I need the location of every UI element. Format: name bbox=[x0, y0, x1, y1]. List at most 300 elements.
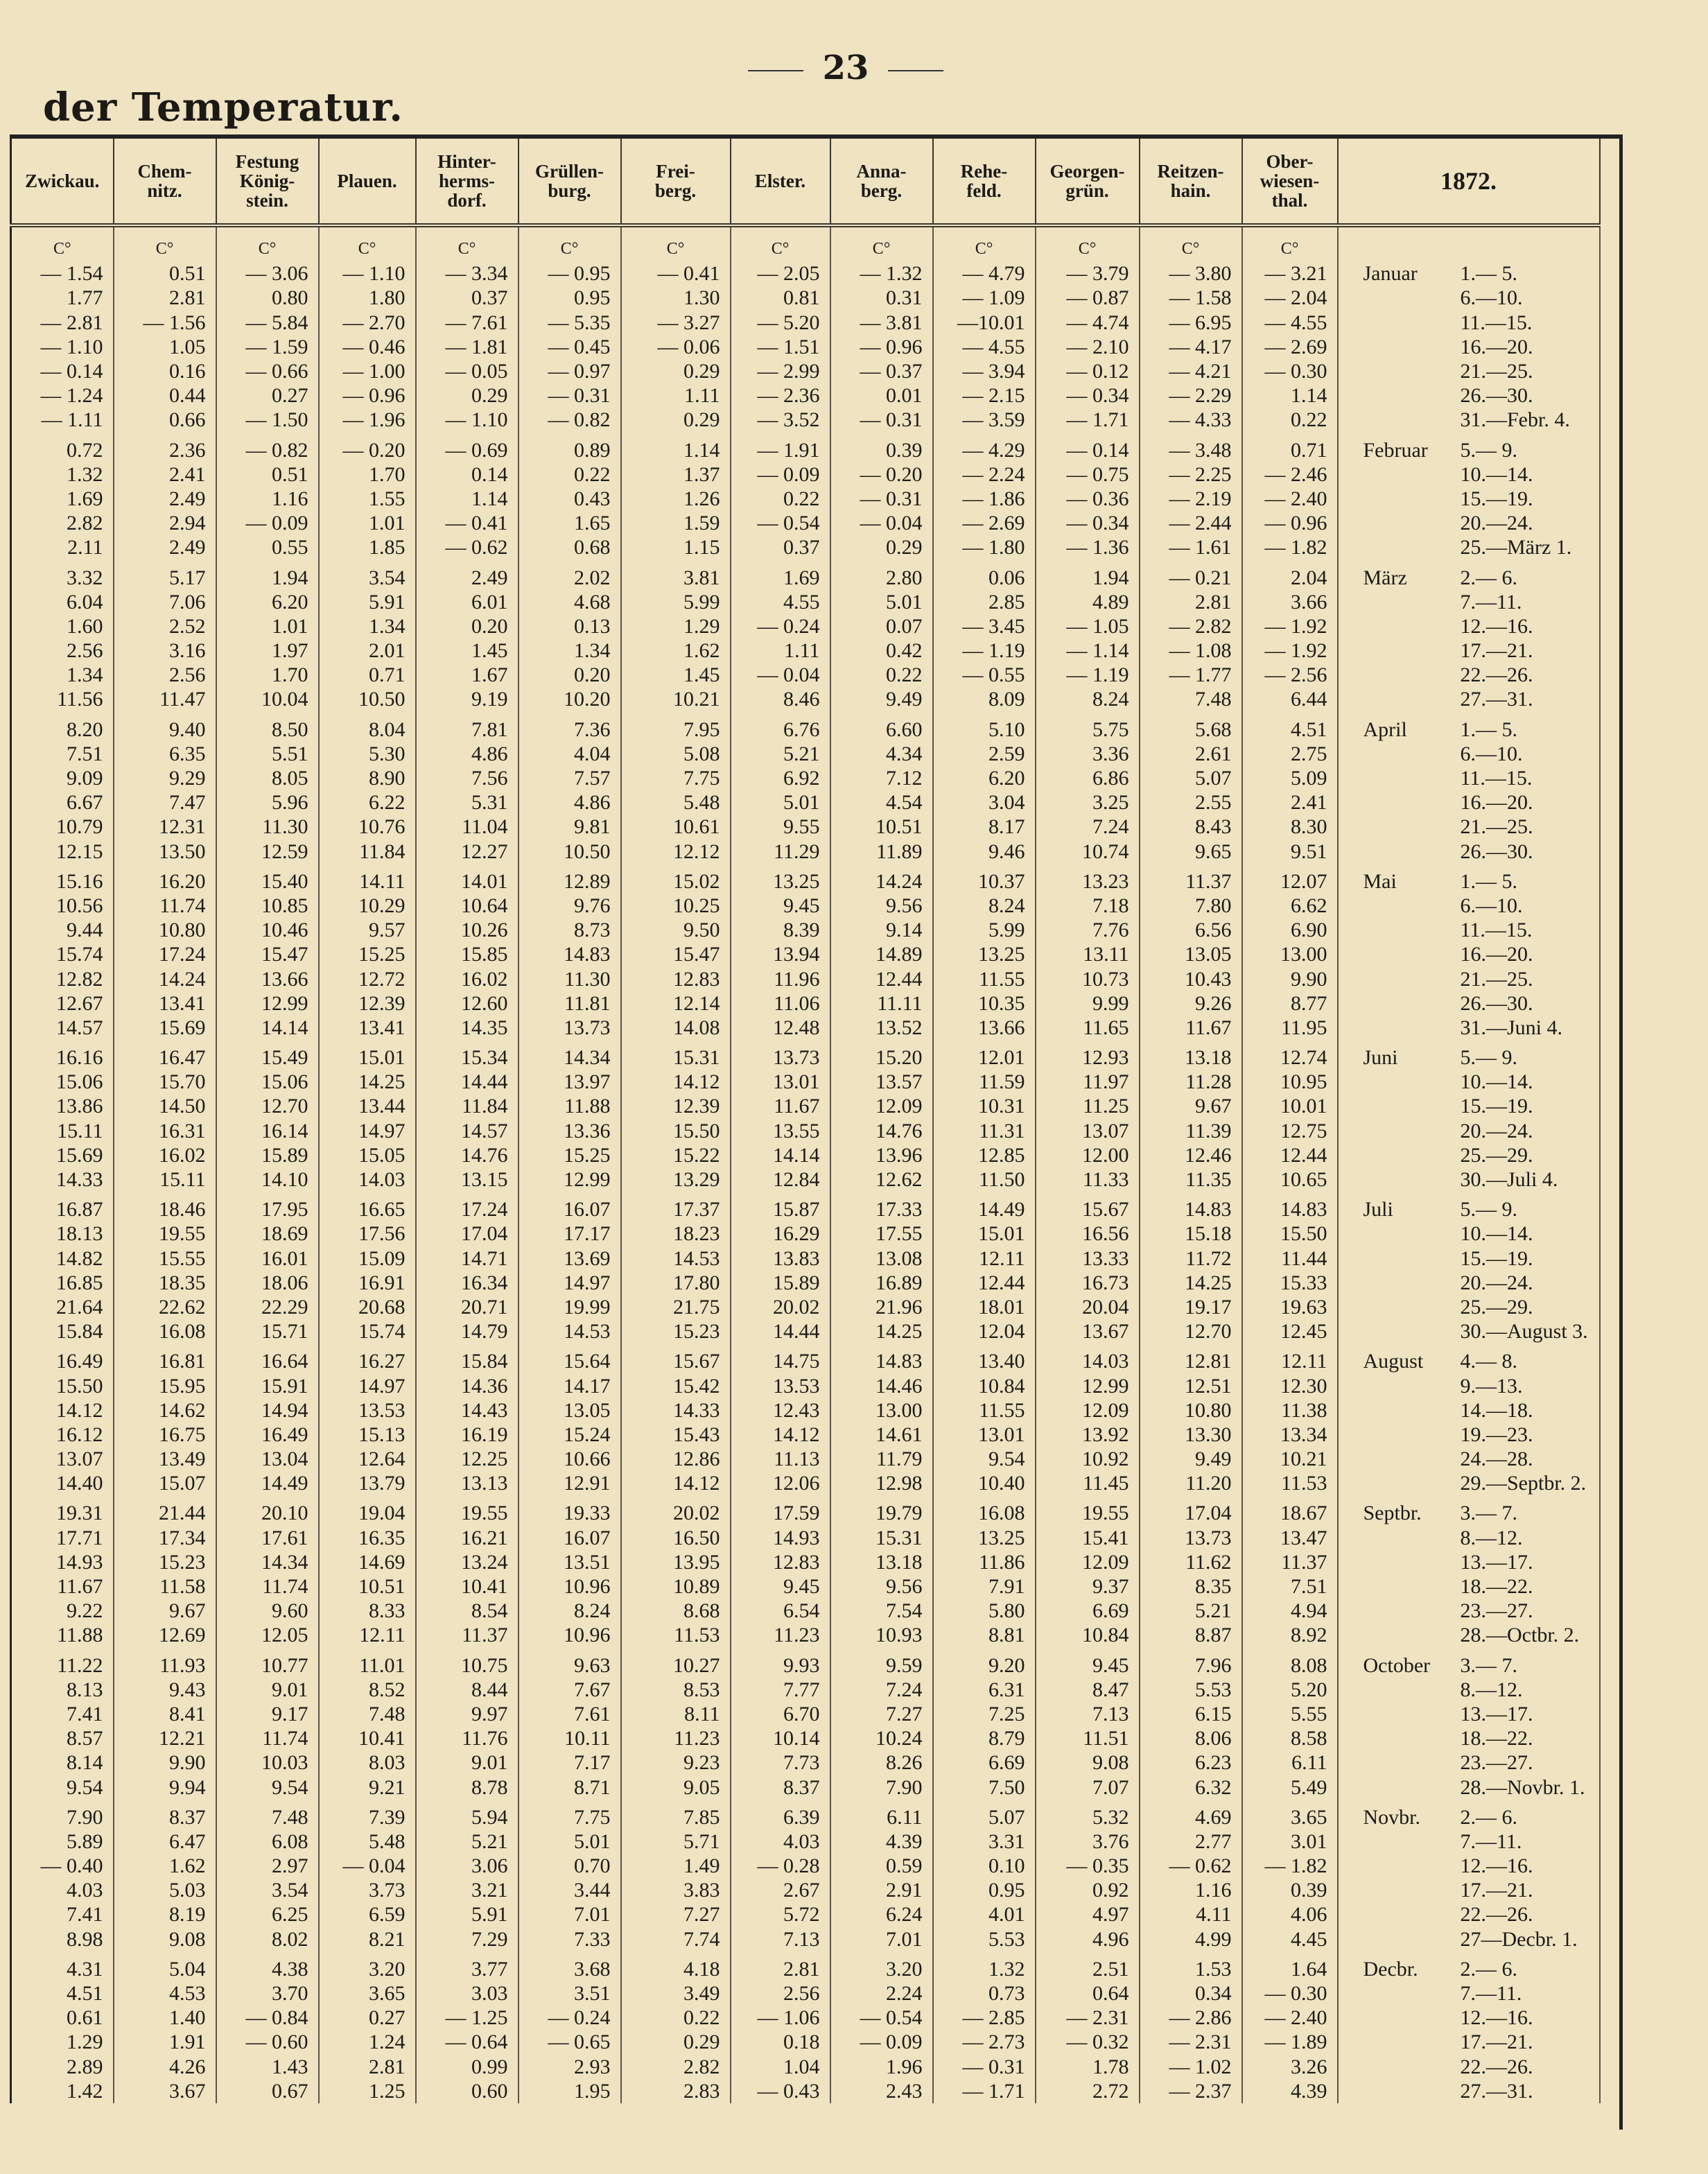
temperature-cell: 13.07 bbox=[1036, 1119, 1140, 1143]
temperature-cell: 1.45 bbox=[416, 638, 518, 663]
gap-cell bbox=[933, 1951, 1036, 1957]
gap-cell bbox=[830, 864, 933, 869]
temperature-cell: — 1.02 bbox=[1140, 2055, 1242, 2079]
temperature-cell: — 1.25 bbox=[416, 2006, 518, 2030]
temperature-cell: — 1.09 bbox=[933, 286, 1036, 310]
gap-cell bbox=[216, 433, 319, 438]
temperature-cell: 7.96 bbox=[1140, 1653, 1242, 1678]
temperature-cell: 16.21 bbox=[416, 1526, 518, 1550]
temperature-cell: — 0.97 bbox=[518, 359, 621, 383]
temperature-cell: 8.14 bbox=[11, 1750, 114, 1775]
temperature-cell: 12.15 bbox=[11, 840, 114, 864]
temperature-cell: 14.50 bbox=[114, 1094, 216, 1118]
temperature-cell: — 1.32 bbox=[830, 261, 933, 286]
temperature-cell: 17.37 bbox=[621, 1197, 731, 1221]
temperature-cell: 10.03 bbox=[216, 1750, 319, 1775]
month-separator bbox=[11, 1495, 1600, 1501]
table-row bbox=[11, 1653, 1600, 1678]
temperature-cell: 18.23 bbox=[621, 1221, 731, 1246]
temperature-cell: 11.55 bbox=[933, 1398, 1036, 1423]
temperature-cell: — 4.55 bbox=[933, 335, 1036, 359]
table-row bbox=[11, 991, 1600, 1016]
gap-cell bbox=[11, 712, 114, 718]
station-header: Grüllen- burg. bbox=[518, 139, 621, 225]
temperature-cell: 15.02 bbox=[621, 869, 731, 894]
temperature-cell: 2.82 bbox=[11, 511, 114, 535]
period-cell bbox=[1338, 1070, 1600, 1094]
temperature-cell: 7.33 bbox=[518, 1927, 621, 1951]
gap-cell bbox=[1338, 1495, 1600, 1501]
table-row bbox=[11, 1045, 1600, 1070]
temperature-cell: 14.25 bbox=[1140, 1271, 1242, 1295]
temperature-cell: 6.44 bbox=[1242, 687, 1338, 711]
temperature-cell: 15.95 bbox=[114, 1373, 216, 1398]
temperature-cell: 13.36 bbox=[518, 1119, 621, 1143]
temperature-cell: 1.62 bbox=[114, 1854, 216, 1878]
period-cell bbox=[1338, 438, 1600, 462]
temperature-cell: 0.89 bbox=[518, 438, 621, 462]
unit-label-empty bbox=[1338, 237, 1600, 261]
period-cell bbox=[1338, 286, 1600, 310]
temperature-cell: 9.45 bbox=[1036, 1653, 1140, 1678]
temperature-cell: 6.24 bbox=[830, 1902, 933, 1927]
temperature-cell: 1.29 bbox=[11, 2030, 114, 2054]
table-row bbox=[11, 869, 1600, 894]
temperature-cell: 2.11 bbox=[11, 535, 114, 559]
temperature-cell: 9.50 bbox=[621, 918, 731, 942]
temperature-cell: 6.60 bbox=[830, 718, 933, 742]
temperature-cell: 10.84 bbox=[1036, 1623, 1140, 1647]
temperature-cell: 8.41 bbox=[114, 1702, 216, 1726]
temperature-cell: 1.04 bbox=[731, 2055, 830, 2079]
temperature-cell: 13.73 bbox=[518, 1016, 621, 1040]
period-cell bbox=[1338, 1373, 1600, 1398]
temperature-cell: 4.97 bbox=[1036, 1902, 1140, 1927]
temperature-cell: 11.30 bbox=[216, 815, 319, 839]
gap-cell bbox=[1242, 433, 1338, 438]
temperature-cell: — 1.71 bbox=[1036, 408, 1140, 432]
temperature-cell: 7.57 bbox=[518, 766, 621, 790]
gap-cell bbox=[830, 225, 933, 237]
temperature-cell: 8.02 bbox=[216, 1927, 319, 1951]
gap-cell bbox=[933, 1800, 1036, 1805]
temperature-cell: 15.23 bbox=[114, 1550, 216, 1574]
temperature-cell: 0.68 bbox=[518, 535, 621, 559]
gap-cell bbox=[1140, 433, 1242, 438]
temperature-cell: 3.04 bbox=[933, 790, 1036, 815]
temperature-cell: 10.51 bbox=[830, 815, 933, 839]
temperature-cell: — 0.09 bbox=[216, 511, 319, 535]
temperature-cell: 10.04 bbox=[216, 687, 319, 711]
spacer-row bbox=[11, 225, 1600, 237]
temperature-cell: 16.64 bbox=[216, 1349, 319, 1373]
temperature-cell: 8.08 bbox=[1242, 1653, 1338, 1678]
temperature-cell: — 3.79 bbox=[1036, 261, 1140, 286]
temperature-cell: 11.53 bbox=[621, 1623, 731, 1647]
temperature-cell: 4.34 bbox=[830, 742, 933, 766]
temperature-cell: 12.12 bbox=[621, 840, 731, 864]
temperature-cell: 7.61 bbox=[518, 1702, 621, 1726]
temperature-cell: 17.59 bbox=[731, 1501, 830, 1525]
temperature-cell: 0.29 bbox=[621, 408, 731, 432]
period-label: 12.—16. bbox=[1460, 2006, 1533, 2030]
temperature-cell: 8.98 bbox=[11, 1927, 114, 1951]
temperature-cell: 15.50 bbox=[621, 1119, 731, 1143]
period-cell bbox=[1338, 487, 1600, 511]
temperature-cell: 0.29 bbox=[621, 359, 731, 383]
gap-cell bbox=[933, 864, 1036, 869]
temperature-cell: 15.24 bbox=[518, 1423, 621, 1447]
temperature-cell: 4.51 bbox=[11, 1981, 114, 2006]
temperature-cell: 14.93 bbox=[731, 1526, 830, 1550]
gap-cell bbox=[1036, 1040, 1140, 1045]
temperature-cell: 14.03 bbox=[1036, 1349, 1140, 1373]
temperature-cell: — 1.08 bbox=[1140, 638, 1242, 663]
period-label: 17.—21. bbox=[1460, 1879, 1533, 1902]
month-separator bbox=[11, 1648, 1600, 1653]
table-row bbox=[11, 1271, 1600, 1295]
gap-cell bbox=[11, 1192, 114, 1197]
temperature-cell: 17.61 bbox=[216, 1526, 319, 1550]
gap-cell bbox=[216, 1495, 319, 1501]
temperature-cell: 2.61 bbox=[1140, 742, 1242, 766]
temperature-cell: — 0.14 bbox=[11, 359, 114, 383]
table-row bbox=[11, 1094, 1600, 1118]
unit-label: C° bbox=[1140, 237, 1242, 261]
temperature-cell: 8.54 bbox=[416, 1599, 518, 1623]
gap-cell bbox=[319, 1951, 416, 1957]
temperature-cell: 12.75 bbox=[1242, 1119, 1338, 1143]
temperature-cell: 0.10 bbox=[933, 1854, 1036, 1878]
temperature-cell: 10.56 bbox=[11, 894, 114, 918]
period-label: 30.—August 3. bbox=[1460, 1320, 1588, 1343]
gap-cell bbox=[319, 712, 416, 718]
temperature-cell: — 0.30 bbox=[1242, 1981, 1338, 2006]
temperature-cell: 3.66 bbox=[1242, 590, 1338, 614]
period-cell bbox=[1338, 614, 1600, 638]
table-row bbox=[11, 1829, 1600, 1854]
period-label: 6.—10. bbox=[1460, 286, 1523, 310]
temperature-cell: 2.49 bbox=[114, 535, 216, 559]
unit-label: C° bbox=[114, 237, 216, 261]
temperature-cell: — 2.05 bbox=[731, 261, 830, 286]
period-cell bbox=[1338, 2030, 1600, 2054]
gap-cell bbox=[319, 225, 416, 237]
period-label: 26.—30. bbox=[1460, 384, 1533, 408]
temperature-cell: 12.44 bbox=[1242, 1143, 1338, 1167]
period-label: 18.—22. bbox=[1460, 1727, 1533, 1750]
temperature-cell: 2.93 bbox=[518, 2055, 621, 2079]
gap-cell bbox=[731, 1800, 830, 1805]
temperature-cell: 2.91 bbox=[830, 1878, 933, 1902]
temperature-cell: 14.57 bbox=[416, 1119, 518, 1143]
temperature-cell: 2.56 bbox=[11, 638, 114, 663]
temperature-cell: 19.55 bbox=[1036, 1501, 1140, 1525]
temperature-cell: — 5.35 bbox=[518, 311, 621, 335]
temperature-cell: 4.01 bbox=[933, 1902, 1036, 1927]
temperature-cell: 22.62 bbox=[114, 1295, 216, 1319]
temperature-cell: 14.17 bbox=[518, 1373, 621, 1398]
temperature-cell: 1.94 bbox=[1036, 565, 1140, 589]
period-label: 6.—10. bbox=[1460, 894, 1523, 917]
temperature-cell: 2.04 bbox=[1242, 565, 1338, 589]
temperature-cell: 13.73 bbox=[731, 1045, 830, 1070]
period-cell bbox=[1338, 966, 1600, 991]
temperature-cell: 19.79 bbox=[830, 1501, 933, 1525]
temperature-cell: 20.02 bbox=[731, 1295, 830, 1319]
temperature-cell: — 0.82 bbox=[518, 408, 621, 432]
temperature-cell: 1.11 bbox=[731, 638, 830, 663]
temperature-cell: 10.80 bbox=[114, 918, 216, 942]
period-cell bbox=[1338, 1167, 1600, 1192]
temperature-cell: 9.01 bbox=[416, 1750, 518, 1775]
temperature-cell: 8.44 bbox=[416, 1678, 518, 1702]
temperature-cell: 15.06 bbox=[11, 1070, 114, 1094]
temperature-cell: — 1.51 bbox=[731, 335, 830, 359]
gap-cell bbox=[518, 1343, 621, 1349]
gap-cell bbox=[1036, 1343, 1140, 1349]
temperature-cell: 15.64 bbox=[518, 1349, 621, 1373]
temperature-cell: 1.40 bbox=[114, 2006, 216, 2030]
temperature-cell: — 0.34 bbox=[1036, 511, 1140, 535]
temperature-cell: 12.04 bbox=[933, 1319, 1036, 1343]
unit-label: C° bbox=[933, 237, 1036, 261]
temperature-cell: 1.64 bbox=[1242, 1957, 1338, 1981]
temperature-cell: 15.01 bbox=[319, 1045, 416, 1070]
period-label: 13.—17. bbox=[1460, 1550, 1533, 1574]
temperature-cell: 11.67 bbox=[11, 1574, 114, 1599]
station-header: Hinter- herms- dorf. bbox=[416, 139, 518, 225]
temperature-cell: — 3.34 bbox=[416, 261, 518, 286]
temperature-cell: 2.56 bbox=[114, 663, 216, 687]
temperature-cell: 17.33 bbox=[830, 1197, 933, 1221]
temperature-cell: 13.25 bbox=[933, 1526, 1036, 1550]
temperature-cell: 9.63 bbox=[518, 1653, 621, 1678]
gap-cell bbox=[416, 864, 518, 869]
temperature-cell: 10.35 bbox=[933, 991, 1036, 1016]
temperature-cell: 10.26 bbox=[416, 918, 518, 942]
temperature-cell: 1.70 bbox=[319, 462, 416, 487]
gap-cell bbox=[1242, 559, 1338, 565]
gap-cell bbox=[11, 1648, 114, 1653]
temperature-cell: 16.89 bbox=[830, 1271, 933, 1295]
temperature-cell: — 5.20 bbox=[731, 311, 830, 335]
temperature-cell: 1.69 bbox=[11, 487, 114, 511]
temperature-cell: 11.37 bbox=[416, 1623, 518, 1647]
temperature-cell: — 2.36 bbox=[731, 383, 830, 408]
temperature-cell: 6.23 bbox=[1140, 1750, 1242, 1775]
temperature-cell: 14.97 bbox=[319, 1373, 416, 1398]
unit-label: C° bbox=[416, 237, 518, 261]
gap-cell bbox=[731, 1951, 830, 1957]
table-row bbox=[11, 687, 1600, 711]
temperature-cell: — 1.19 bbox=[933, 638, 1036, 663]
temperature-cell: 12.86 bbox=[621, 1447, 731, 1471]
temperature-cell: — 0.24 bbox=[731, 614, 830, 638]
gap-cell bbox=[518, 433, 621, 438]
temperature-cell: 0.99 bbox=[416, 2055, 518, 2079]
gap-cell bbox=[731, 225, 830, 237]
unit-label: C° bbox=[11, 237, 114, 261]
temperature-cell: — 0.31 bbox=[518, 383, 621, 408]
temperature-cell: 14.35 bbox=[416, 1016, 518, 1040]
temperature-cell: — 1.82 bbox=[1242, 535, 1338, 559]
temperature-cell: 0.55 bbox=[216, 535, 319, 559]
temperature-cell: 9.19 bbox=[416, 687, 518, 711]
period-cell bbox=[1338, 1119, 1600, 1143]
period-cell bbox=[1338, 359, 1600, 383]
temperature-cell: 19.04 bbox=[319, 1501, 416, 1525]
temperature-cell: 15.89 bbox=[731, 1271, 830, 1295]
temperature-cell: 16.47 bbox=[114, 1045, 216, 1070]
temperature-cell: 7.90 bbox=[11, 1805, 114, 1829]
period-cell bbox=[1338, 311, 1600, 335]
temperature-cell: 2.56 bbox=[731, 1981, 830, 2006]
temperature-cell: 1.80 bbox=[319, 286, 416, 310]
period-label: 23.—27. bbox=[1460, 1599, 1533, 1623]
period-label: 16.—20. bbox=[1460, 943, 1533, 966]
temperature-cell: 8.43 bbox=[1140, 815, 1242, 839]
temperature-cell: 12.70 bbox=[1140, 1319, 1242, 1343]
temperature-cell: 3.54 bbox=[216, 1878, 319, 1902]
temperature-cell: 11.47 bbox=[114, 687, 216, 711]
gap-cell bbox=[518, 1951, 621, 1957]
temperature-cell: 7.24 bbox=[1036, 815, 1140, 839]
temperature-cell: 9.44 bbox=[11, 918, 114, 942]
gap-cell bbox=[933, 1343, 1036, 1349]
temperature-cell: 10.74 bbox=[1036, 840, 1140, 864]
temperature-cell: 15.70 bbox=[114, 1070, 216, 1094]
temperature-cell: 10.92 bbox=[1036, 1447, 1140, 1471]
temperature-cell: 1.29 bbox=[621, 614, 731, 638]
gap-cell bbox=[319, 1648, 416, 1653]
temperature-cell: 12.25 bbox=[416, 1447, 518, 1471]
table-row bbox=[11, 590, 1600, 614]
temperature-cell: 7.85 bbox=[621, 1805, 731, 1829]
temperature-cell: 9.54 bbox=[11, 1775, 114, 1799]
temperature-cell: 15.67 bbox=[621, 1349, 731, 1373]
temperature-cell: 11.79 bbox=[830, 1447, 933, 1471]
table-row bbox=[11, 966, 1600, 991]
temperature-cell: 7.48 bbox=[216, 1805, 319, 1829]
temperature-cell: — 0.09 bbox=[731, 462, 830, 487]
temperature-cell: 1.62 bbox=[621, 638, 731, 663]
gap-cell bbox=[1338, 1951, 1600, 1957]
table-row bbox=[11, 2030, 1600, 2054]
period-label: 21.—25. bbox=[1460, 815, 1533, 839]
temperature-cell: 4.45 bbox=[1242, 1927, 1338, 1951]
gap-cell bbox=[830, 1800, 933, 1805]
temperature-cell: 13.23 bbox=[1036, 869, 1140, 894]
month-label: April bbox=[1363, 718, 1407, 741]
temperature-cell: 6.22 bbox=[319, 790, 416, 815]
temperature-cell: 12.83 bbox=[731, 1550, 830, 1574]
temperature-cell: 5.09 bbox=[1242, 766, 1338, 790]
temperature-cell: 11.81 bbox=[518, 991, 621, 1016]
page-number bbox=[728, 49, 964, 87]
temperature-cell: 16.34 bbox=[416, 1271, 518, 1295]
temperature-cell: 11.06 bbox=[731, 991, 830, 1016]
temperature-cell: —10.01 bbox=[933, 311, 1036, 335]
gap-cell bbox=[731, 864, 830, 869]
temperature-cell: 11.56 bbox=[11, 687, 114, 711]
table-row bbox=[11, 1471, 1600, 1495]
temperature-cell: 4.68 bbox=[518, 590, 621, 614]
temperature-cell: 13.79 bbox=[319, 1471, 416, 1495]
table-row bbox=[11, 1349, 1600, 1373]
gap-cell bbox=[1036, 225, 1140, 237]
temperature-cell: 14.53 bbox=[518, 1319, 621, 1343]
temperature-cell: 10.24 bbox=[830, 1726, 933, 1750]
temperature-cell: 5.01 bbox=[518, 1829, 621, 1854]
temperature-cell: 14.46 bbox=[830, 1373, 933, 1398]
gap-cell bbox=[1242, 1648, 1338, 1653]
temperature-cell: 6.11 bbox=[1242, 1750, 1338, 1775]
temperature-cell: 14.10 bbox=[216, 1167, 319, 1192]
period-label: 26.—30. bbox=[1460, 840, 1533, 863]
temperature-cell: 14.83 bbox=[1140, 1197, 1242, 1221]
gap-cell bbox=[731, 1648, 830, 1653]
temperature-cell: 11.45 bbox=[1036, 1471, 1140, 1495]
gap-cell bbox=[1242, 225, 1338, 237]
period-label: 2.— 6. bbox=[1460, 1805, 1517, 1829]
gap-cell bbox=[1338, 225, 1600, 237]
table-row bbox=[11, 383, 1600, 408]
temperature-cell: 10.43 bbox=[1140, 966, 1242, 991]
gap-cell bbox=[216, 1800, 319, 1805]
temperature-cell: 14.93 bbox=[11, 1550, 114, 1574]
temperature-cell: 14.43 bbox=[416, 1398, 518, 1423]
temperature-cell: 14.01 bbox=[416, 869, 518, 894]
temperature-cell: 11.23 bbox=[731, 1623, 830, 1647]
temperature-cell: 9.05 bbox=[621, 1775, 731, 1799]
temperature-cell: 12.98 bbox=[830, 1471, 933, 1495]
temperature-cell: 16.01 bbox=[216, 1246, 319, 1271]
temperature-cell: 2.97 bbox=[216, 1854, 319, 1878]
month-separator bbox=[11, 559, 1600, 565]
temperature-cell: 13.30 bbox=[1140, 1423, 1242, 1447]
gap-cell bbox=[114, 1800, 216, 1805]
temperature-cell: 15.43 bbox=[621, 1423, 731, 1447]
period-cell bbox=[1338, 663, 1600, 687]
month-label: Mai bbox=[1363, 869, 1397, 893]
temperature-cell: 1.95 bbox=[518, 2079, 621, 2103]
temperature-cell: 18.13 bbox=[11, 1221, 114, 1246]
gap-cell bbox=[830, 433, 933, 438]
temperature-cell: 12.14 bbox=[621, 991, 731, 1016]
gap-cell bbox=[216, 1951, 319, 1957]
gap-cell bbox=[1242, 864, 1338, 869]
temperature-cell: 9.14 bbox=[830, 918, 933, 942]
temperature-cell: 2.59 bbox=[933, 742, 1036, 766]
temperature-cell: 1.32 bbox=[933, 1957, 1036, 1981]
temperature-cell: 5.96 bbox=[216, 790, 319, 815]
table-row bbox=[11, 1750, 1600, 1775]
temperature-cell: — 0.04 bbox=[731, 663, 830, 687]
temperature-cell: 4.38 bbox=[216, 1957, 319, 1981]
temperature-cell: — 0.62 bbox=[416, 535, 518, 559]
period-label: 30.—Juli 4. bbox=[1460, 1168, 1558, 1192]
temperature-cell: — 0.69 bbox=[416, 438, 518, 462]
temperature-cell: 7.25 bbox=[933, 1702, 1036, 1726]
temperature-cell: — 2.04 bbox=[1242, 286, 1338, 310]
temperature-cell: 2.55 bbox=[1140, 790, 1242, 815]
temperature-cell: — 3.06 bbox=[216, 261, 319, 286]
gap-cell bbox=[216, 1343, 319, 1349]
temperature-cell: 13.73 bbox=[1140, 1526, 1242, 1550]
temperature-cell: 2.36 bbox=[114, 438, 216, 462]
temperature-cell: 0.60 bbox=[416, 2079, 518, 2103]
